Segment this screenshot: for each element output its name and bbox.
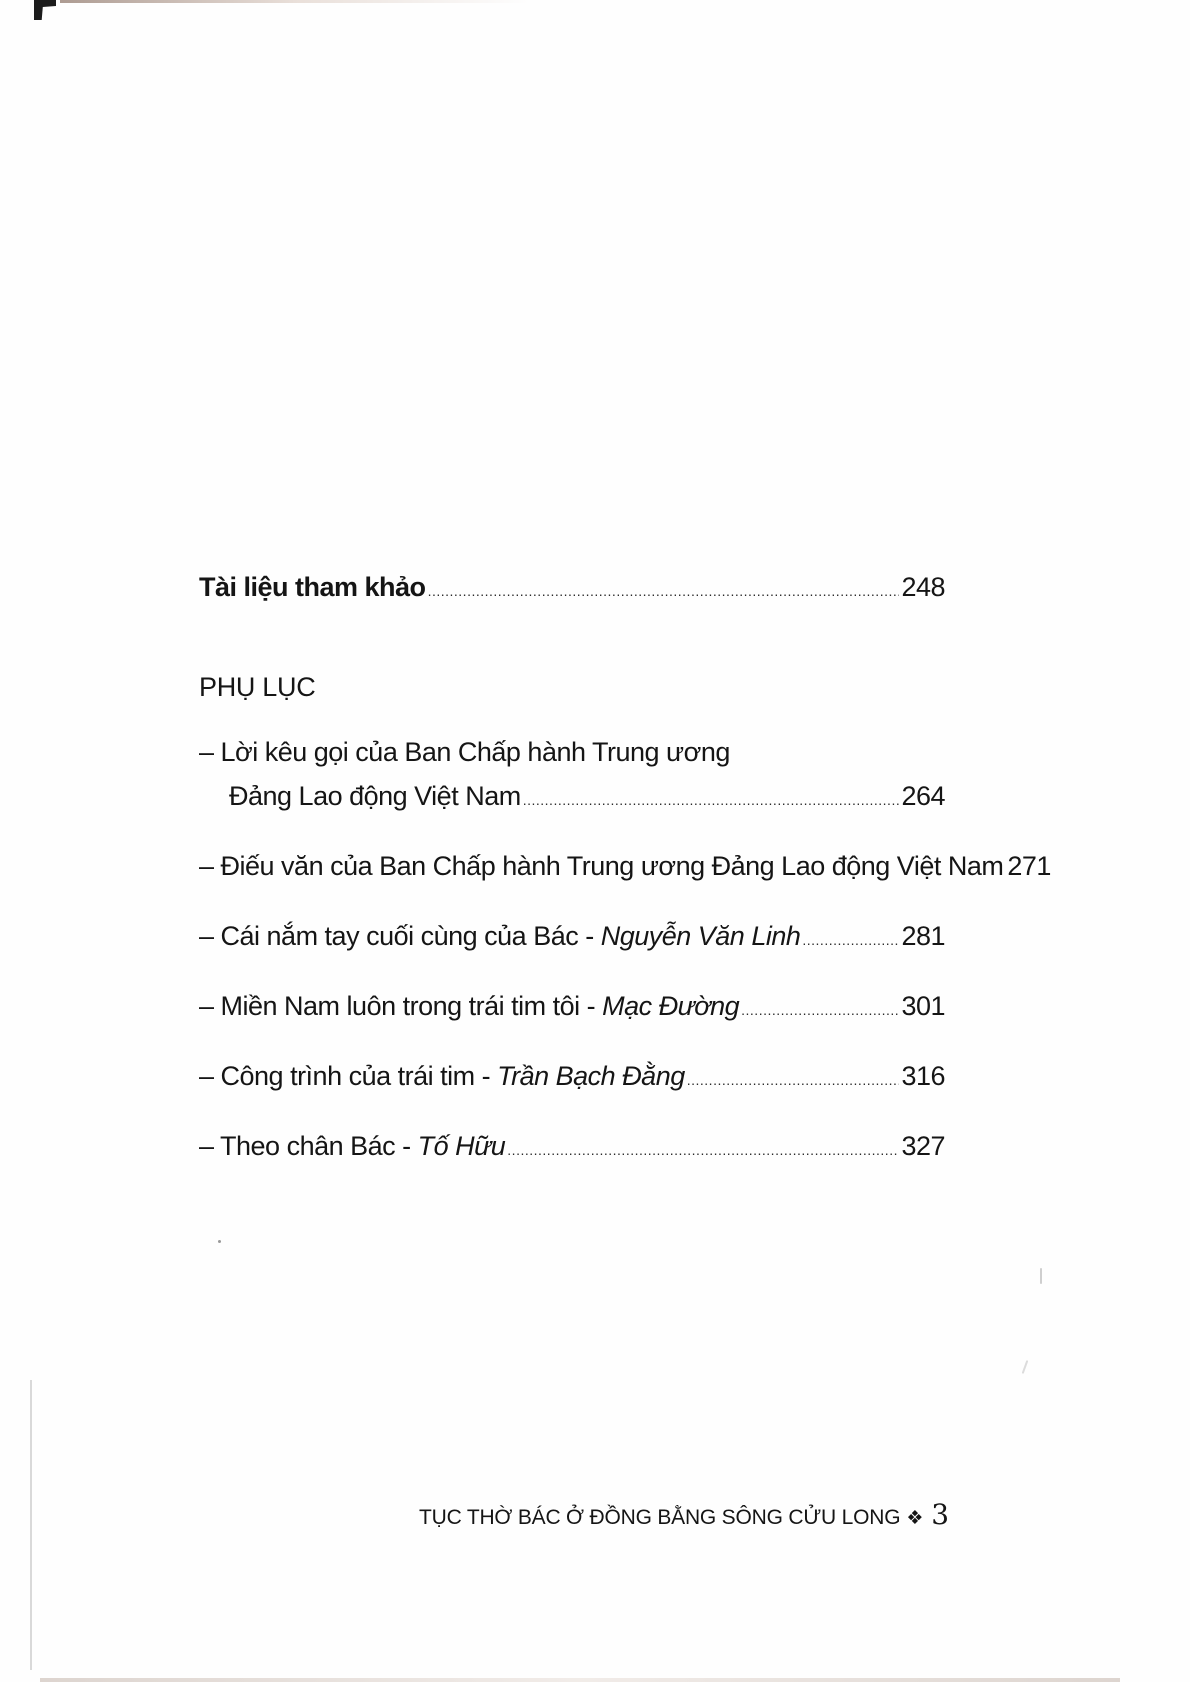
toc-entry-title-line2: Đảng Lao động Việt Nam bbox=[229, 781, 521, 811]
dot-leader bbox=[523, 779, 900, 813]
dot-leader bbox=[741, 989, 899, 1023]
toc-entry-author: Tố Hữu bbox=[417, 1131, 506, 1161]
scan-speck bbox=[1022, 1360, 1029, 1374]
references-title: Tài liệu tham khảo bbox=[199, 572, 426, 602]
toc-entry[interactable] bbox=[199, 919, 945, 953]
toc-entry[interactable] bbox=[199, 989, 945, 1023]
toc-entry-title: – Cái nắm tay cuối cùng của Bác - bbox=[199, 921, 601, 951]
toc-entry-author: Mạc Đường bbox=[602, 991, 740, 1021]
toc-entry-title: – Miền Nam luôn trong trái tim tôi - bbox=[199, 991, 603, 1021]
toc-entry[interactable] bbox=[199, 849, 1051, 883]
references-page-number: 248 bbox=[901, 572, 945, 602]
toc-entry[interactable] bbox=[199, 1059, 945, 1093]
scan-bottom-edge bbox=[40, 1678, 1120, 1682]
toc-entry-title: – Điếu văn của Ban Chấp hành Trung ương Đảng Lao động Việt Nam bbox=[199, 851, 1004, 881]
toc-entry-page-number: 316 bbox=[901, 1061, 945, 1091]
running-title: TỤC THỜ BÁC Ở ĐỒNG BẰNG SÔNG CỬU LONG bbox=[419, 1506, 901, 1529]
scan-speck bbox=[1040, 1268, 1042, 1284]
toc-entry-page-number: 301 bbox=[901, 991, 945, 1021]
diamond-ornament-icon: ❖ bbox=[906, 1508, 924, 1529]
dot-leader bbox=[687, 1059, 900, 1093]
toc-entry[interactable] bbox=[199, 1129, 945, 1163]
scan-corner-mark bbox=[34, 0, 56, 20]
toc-entry-page-number: 264 bbox=[901, 781, 945, 811]
toc-entry-author: Trần Bạch Đằng bbox=[497, 1061, 685, 1091]
page-footer bbox=[419, 1498, 949, 1531]
toc-entry-title: – Công trình của trái tim - bbox=[199, 1061, 498, 1091]
toc-references-entry[interactable] bbox=[199, 570, 945, 604]
dot-leader bbox=[507, 1129, 899, 1163]
page-number: 3 bbox=[931, 1498, 949, 1531]
scan-top-edge bbox=[60, 0, 530, 3]
toc-entry-author: Nguyễn Văn Linh bbox=[600, 921, 801, 951]
scan-left-edge bbox=[30, 1380, 32, 1670]
toc-entry[interactable] bbox=[199, 735, 945, 813]
toc-entry-page-number: 327 bbox=[901, 1131, 945, 1161]
toc-entry-page-number: 271 bbox=[1007, 851, 1051, 881]
toc-entry-title: – Theo chân Bác - bbox=[199, 1131, 418, 1161]
appendix-heading: PHỤ LỤC bbox=[199, 672, 316, 702]
toc-entry-title-line1: – Lời kêu gọi của Ban Chấp hành Trung ương bbox=[199, 737, 730, 767]
dot-leader bbox=[428, 570, 900, 604]
dot-leader bbox=[802, 919, 899, 953]
toc-entry-page-number: 281 bbox=[901, 921, 945, 951]
scan-speck bbox=[218, 1240, 221, 1243]
